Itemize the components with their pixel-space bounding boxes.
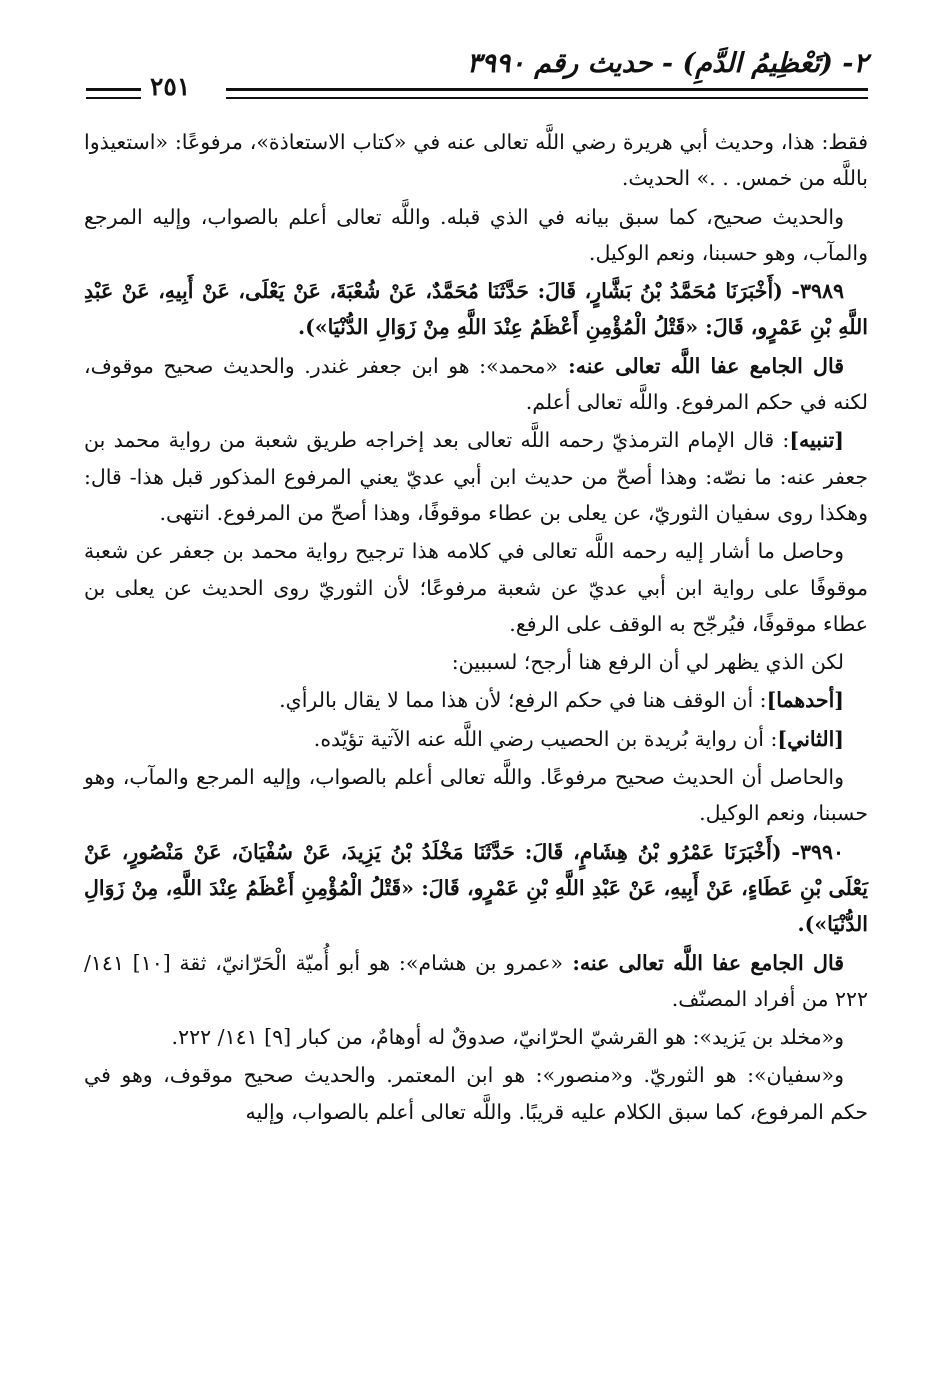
- text-segment: لكن الذي يظهر لي أن الرفع هنا أرجح؛ لسببين:: [451, 650, 844, 675]
- paragraph: [84, 759, 868, 832]
- text-segment: و«سفيان»: هو الثوريّ. و«منصور»: هو ابن المعتمر. والحديث صحيح موقوف، وهو في حكم المرفوع، كما سبق الكلام عليه قريبًا. واللَّه تعالى أعلم بالصواب، وإليه: [84, 1063, 868, 1124]
- text-segment: «عمرو بن هشام»: هو أبو أُميّة الْحَرّانيّ، ثقة [١٠] ١٤١/ ٢٢٢ من أفراد المصنّف.: [84, 950, 868, 1011]
- bold-text-segment: قال الجامع عفا اللَّه تعالى عنه:: [563, 950, 844, 975]
- text-segment: والحديث صحيح، كما سبق بيانه في الذي قبله. واللَّه تعالى أعلم بالصواب، وإليه المرجع والمآب، وهو حسبنا، ونعم الوكيل.: [84, 204, 868, 265]
- paragraph: [84, 721, 868, 757]
- paragraph: [84, 1057, 868, 1130]
- bold-text-segment: ٣٩٩٠- (أَخْبَرَنَا عَمْرُو بْنُ هِشَامٍ، قَالَ: حَدَّثَنَا مَخْلَدُ بْنُ يَزِيدَ، عَنْ سُفْيَانَ، عَنْ مَنْصُورٍ، عَنْ يَعْلَى بْنِ عَطَاءٍ، عَنْ أَبِيهِ، عَنْ عَبْدِ اللَّهِ بْنِ عَمْرٍو، قَالَ: «قَتْلُ الْمُؤْمِنِ أَعْظَمُ عِنْدَ اللَّهِ، مِنْ زَوَالِ الدُّنْيَا»).: [84, 839, 868, 937]
- bold-text-segment: [تنبيه]: [789, 428, 844, 453]
- text-segment: والحاصل أن الحديث صحيح مرفوعًا. واللَّه تعالى أعلم بالصواب، وإليه المرجع والمآب، وهو حسبنا، ونعم الوكيل.: [84, 765, 868, 826]
- paragraph: [84, 124, 868, 197]
- bold-text-segment: [أحدهما]: [766, 688, 844, 713]
- text-segment: فقط: هذا، وحديث أبي هريرة رضي اللَّه تعالى عنه في «كتاب الاستعاذة»، مرفوعًا: «استعيذوا باللَّه من خمس. . .» الحديث.: [84, 130, 868, 191]
- text-segment: : أن الوقف هنا في حكم الرفع؛ لأن هذا مما لا يقال بالرأي.: [279, 688, 767, 713]
- header-rule: [86, 97, 141, 99]
- page-number: ٢٥١: [150, 72, 191, 101]
- paragraph: [84, 644, 868, 680]
- paragraph: [84, 273, 868, 346]
- paragraph: [84, 533, 868, 642]
- bold-text-segment: ٣٩٨٩- (أَخْبَرَنَا مُحَمَّدُ بْنُ بَشَّارٍ، قَالَ: حَدَّثَنَا مُحَمَّدٌ، عَنْ شُعْبَةَ، عَنْ يَعْلَى، عَنْ أَبِيهِ، عَنْ عَبْدِ اللَّهِ بْنِ عَمْرٍو، قَالَ: «قَتْلُ الْمُؤْمِنِ أَعْظَمُ عِنْدَ اللَّهِ مِنْ زَوَالِ الدُّنْيَا»).: [84, 279, 868, 340]
- text-segment: وحاصل ما أشار إليه رحمه اللَّه تعالى في كلامه هذا ترجيح رواية محمد بن جعفر عن شعبة موقوفًا على رواية ابن أبي عديّ عن شعبة مرفوعًا؛ لأن الثوريّ روى الحديث عن يعلى بن عطاء موقوفًا، فيُرجّح به الوقف على الرفع.: [84, 539, 868, 636]
- bold-text-segment: قال الجامع عفا اللَّه تعالى عنه:: [557, 353, 844, 378]
- text-segment: : أن رواية بُريدة بن الحصيب رضي اللَّه عنه الآتية تؤيّده.: [313, 726, 778, 751]
- header-rule: [86, 88, 141, 91]
- header-rule: [226, 97, 868, 99]
- text-segment: و«مخلد بن يَزيد»: هو القرشيّ الحرّانيّ، صدوقٌ له أوهامٌ، من كبار [٩] ١٤١/ ٢٢٢.: [171, 1025, 844, 1050]
- header-rule: [226, 88, 868, 91]
- page-body: [84, 124, 868, 1132]
- text-segment: «محمد»: هو ابن جعفر غندر. والحديث صحيح موقوف، لكنه في حكم المرفوع. واللَّه تعالى أعلم.: [84, 353, 868, 415]
- text-segment: : قال الإمام الترمذيّ رحمه اللَّه تعالى بعد إخراجه طريق شعبة من رواية محمد بن جعفر عنه: ما نصّه: وهذا أصحّ من حديث ابن أبي عديّ يعني المرفوع المذكور قبل هذا- قال: وهكذا روى سفيان الثوريّ، عن يعلى بن عطاء موقوفًا، وهذا أصحّ من المرفوع. انتهى.: [84, 428, 868, 525]
- paragraph: [84, 422, 868, 531]
- paragraph: [84, 945, 868, 1018]
- running-title: ٢- (تَعْظِيمُ الدَّمِ) - حديث رقم ٣٩٩٠: [466, 48, 868, 79]
- paragraph: [84, 1019, 868, 1055]
- paragraph: [84, 199, 868, 272]
- paragraph: [84, 682, 868, 718]
- page-header: [86, 44, 868, 106]
- paragraph: [84, 834, 868, 943]
- bold-text-segment: [الثاني]: [777, 726, 844, 751]
- paragraph: [84, 348, 868, 421]
